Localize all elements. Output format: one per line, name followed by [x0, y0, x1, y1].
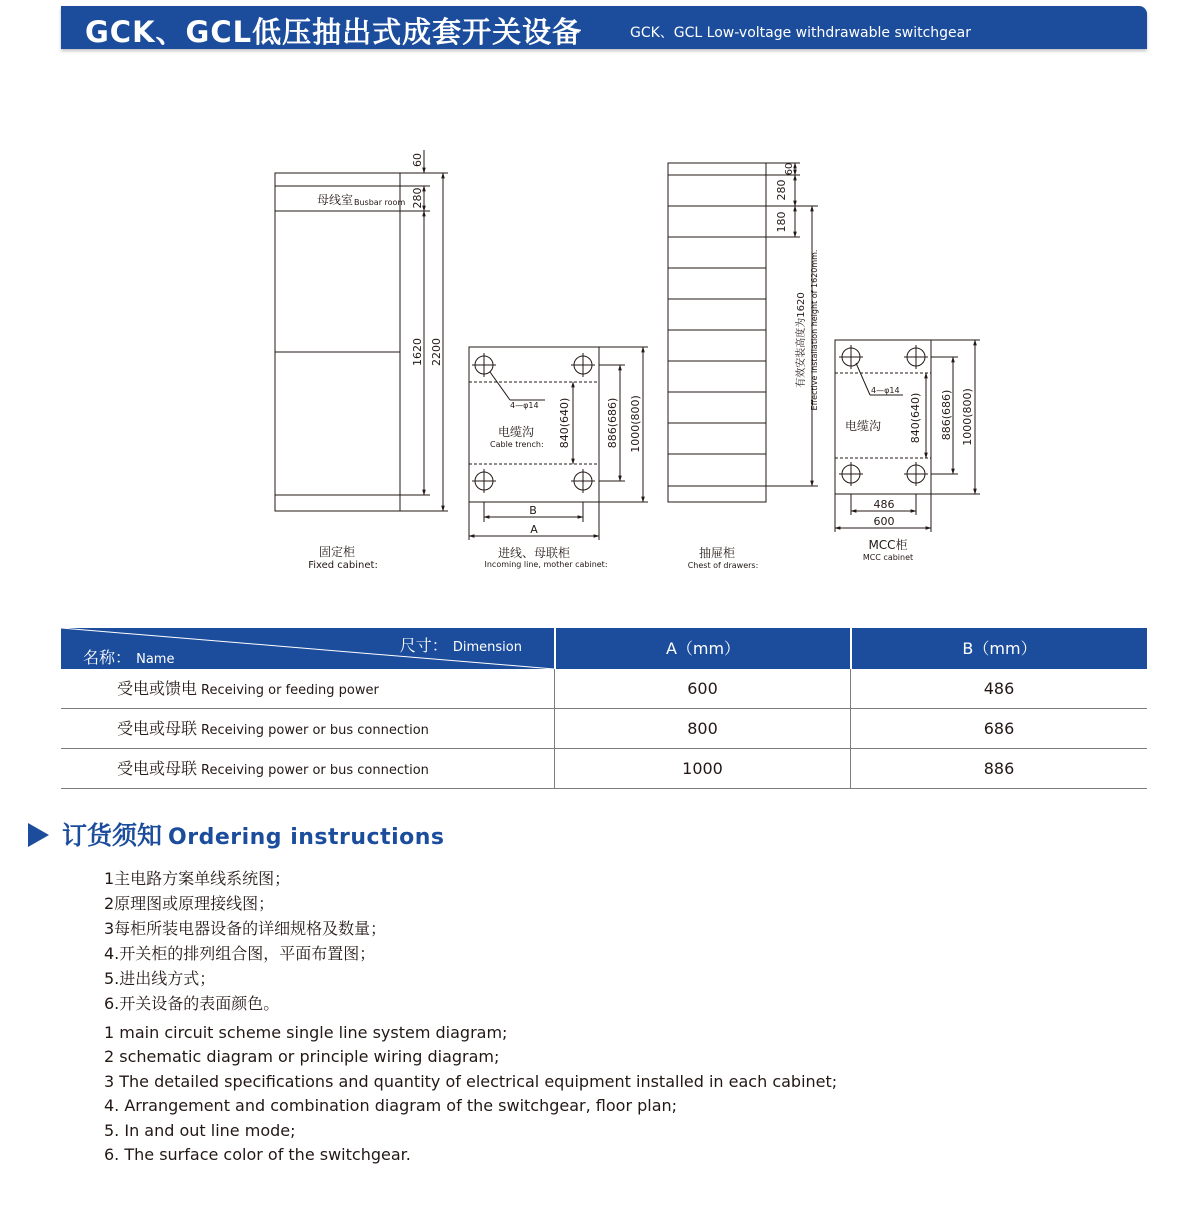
mcc-dim-840: 840(640) — [909, 392, 922, 444]
list-item: 3 The detailed specifications and quantity of electrical equipment installed in each cabinet; — [104, 1071, 838, 1091]
table-cell-b: 686 — [983, 719, 1015, 738]
mcc-caption-en: MCC cabinet — [862, 553, 914, 562]
row-name-zh: 受电或母联 — [117, 719, 198, 738]
section-title-en: Ordering instructions — [168, 825, 445, 850]
table-cell-a: 600 — [555, 669, 851, 708]
section-title — [62, 816, 445, 852]
table-header-a: A（mm） — [556, 628, 852, 669]
fixed-cabinet-outline — [275, 173, 400, 511]
incoming-caption-en: Incoming line, mother cabinet: — [484, 560, 608, 569]
incoming-dim-1000: 1000(800) — [629, 395, 642, 453]
table-cell-name — [61, 709, 555, 748]
row-name-zh: 受电或馈电 — [117, 679, 198, 698]
list-item: 2原理图或原理接线图； — [104, 894, 275, 913]
table-row — [61, 749, 1147, 789]
row-name-en: Receiving power or bus connection — [201, 763, 429, 778]
mcc-dim-600: 600 — [873, 515, 895, 528]
drawers-effective-en: Effective installation height of 1620mm. — [810, 249, 819, 411]
list-item: 3每柜所装电器设备的详细规格及数量； — [104, 919, 387, 938]
incoming-trench-en: Cable trench: — [490, 440, 544, 449]
section-arrow-icon — [28, 823, 49, 847]
drawers-dim-280: 280 — [775, 179, 788, 201]
table-header-dimension — [400, 633, 522, 656]
dimension-table — [61, 628, 1147, 789]
row-name-zh: 受电或母联 — [117, 759, 198, 778]
incoming-dim-886: 886(686) — [606, 397, 619, 449]
mcc-dim-486: 486 — [873, 498, 895, 511]
incoming-dim-a: A — [530, 523, 538, 536]
mcc-holes-label: 4—φ14 — [871, 386, 900, 395]
table-cell-b: 486 — [983, 679, 1015, 698]
table-header-row — [61, 628, 1147, 669]
drawers-dim-60: 60 — [784, 162, 795, 176]
table-header-name — [83, 645, 174, 668]
list-item: 6. The surface color of the switchgear. — [104, 1145, 411, 1165]
list-item: 4.开关柜的排列组合图，平面布置图； — [104, 944, 376, 963]
table-row — [61, 669, 1147, 709]
table-header-name-cell — [61, 628, 556, 669]
list-item: 6.开关设备的表面颜色。 — [104, 994, 280, 1013]
ordering-list-en — [104, 1021, 837, 1167]
ordering-list-zh — [104, 866, 386, 1016]
table-cell-a: 1000 — [555, 749, 851, 788]
list-item: 4. Arrangement and combination diagram of the switchgear, floor plan; — [104, 1096, 678, 1116]
drawers-caption-zh: 抽屉柜 — [698, 546, 736, 560]
mcc-cabinet-drawing — [835, 340, 980, 562]
fixed-dim-1620: 1620 — [411, 338, 424, 366]
fixed-caption-en: Fixed cabinet: — [308, 560, 378, 571]
drawers-cabinet-drawing — [668, 163, 819, 570]
row-name-en: Receiving power or bus connection — [201, 723, 429, 738]
table-cell-name — [61, 749, 555, 788]
fixed-dim-280: 280 — [411, 187, 424, 209]
busbar-label-zh: 母线室 — [317, 193, 354, 207]
table-header-b: B（mm） — [962, 639, 1037, 658]
mcc-trench-zh: 电缆沟 — [845, 419, 882, 433]
list-item: 1 main circuit scheme single line system diagram; — [104, 1023, 508, 1042]
fixed-dim-2200: 2200 — [430, 338, 443, 366]
incoming-trench-zh: 电缆沟 — [498, 425, 535, 439]
row-name-en: Receiving or feeding power — [201, 683, 379, 698]
table-cell-name — [61, 669, 555, 708]
incoming-cabinet-drawing — [469, 347, 648, 569]
incoming-dim-840: 840(640) — [558, 397, 571, 449]
list-item: 2 schematic diagram or principle wiring diagram; — [104, 1047, 500, 1067]
list-item: 5. In and out line mode; — [104, 1120, 296, 1140]
list-item: 1主电路方案单线系统图； — [104, 869, 291, 888]
table-header-dimension-en: Dimension — [452, 640, 522, 655]
mcc-dim-1000: 1000(800) — [961, 388, 974, 446]
table-cell-b: 886 — [983, 759, 1015, 778]
fixed-cabinet-drawing — [275, 150, 448, 571]
busbar-label-en: Busbar room — [354, 198, 406, 207]
table-cell-a: 800 — [555, 709, 851, 748]
incoming-holes-label: 4—φ14 — [510, 401, 539, 410]
table-header-name-zh: 名称： — [83, 648, 132, 667]
list-item: 5.进出线方式； — [104, 969, 216, 988]
fixed-caption-zh: 固定柜 — [318, 545, 356, 559]
incoming-caption-zh: 进线、母联柜 — [497, 546, 571, 560]
table-header-name-en: Name — [136, 652, 175, 667]
page-title: GCK、GCL低压抽出式成套开关设备 — [85, 15, 583, 49]
drawers-effective-zh: 有效安装高度为1620 — [796, 292, 807, 388]
mcc-dim-886: 886(686) — [940, 389, 953, 441]
drawers-dim-180: 180 — [775, 211, 788, 233]
incoming-dim-b: B — [529, 504, 537, 517]
page-subtitle: GCK、GCL Low-voltage withdrawable switchgear — [630, 25, 972, 41]
table-header-dimension-zh: 尺寸： — [399, 636, 448, 655]
table-row — [61, 709, 1147, 749]
mcc-caption-zh: MCC柜 — [868, 538, 908, 552]
section-title-zh: 订货须知 — [62, 821, 163, 850]
fixed-dim-60: 60 — [411, 153, 424, 167]
drawers-cabinet-outline — [668, 163, 766, 502]
drawers-caption-en: Chest of drawers: — [687, 561, 759, 570]
